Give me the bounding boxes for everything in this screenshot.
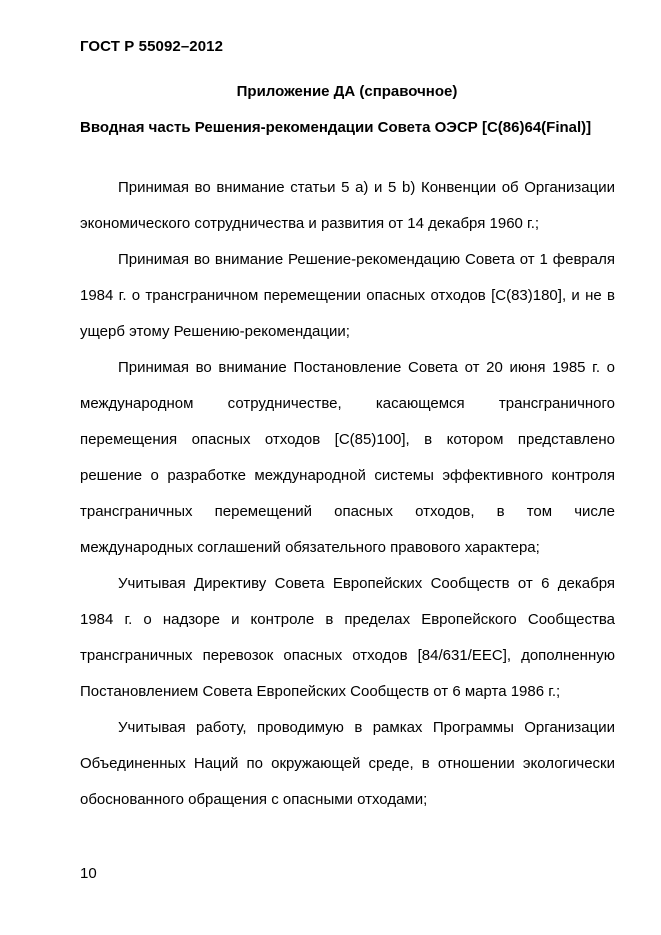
paragraph-3: Принимая во внимание Постановление Совета от 20 июня 1985 г. о международном сотрудничестве, касающемся трансграничного перемещения опасных отходов [C(85)100], в котором представлено решение о разработке международной системы эффективного контроля трансграничных перемещений опасных отходов, в том числе международных соглашений обязательного правового характера; [80, 359, 615, 556]
paragraph-4: Учитывая Директиву Совета Европейских Сообществ от 6 декабря 1984 г. о надзоре и контроле в пределах Европейского Сообщества трансграничных перевозок опасных отходов [84/631/EEC], дополненную Постановлением Совета Европейских Сообществ от 6 марта 1986 г.; [80, 575, 615, 700]
paragraph-2: Принимая во внимание Решение-рекомендацию Совета от 1 февраля 1984 г. о трансграничном перемещении опасных отходов [C(83)180], и не в ущерб этому Решению-рекомендации; [80, 251, 615, 340]
body-text [80, 170, 615, 818]
paragraph-5: Учитывая работу, проводимую в рамках Программы Организации Объединенных Наций по окружающей среде, в отношении экологически обоснованного обращения с опасными отходами; [80, 719, 615, 808]
paragraph-1: Принимая во внимание статьи 5 a) и 5 b) Конвенции об Организации экономического сотрудничества и развития от 14 декабря 1960 г.; [80, 179, 615, 232]
document-header: ГОСТ Р 55092–2012 [80, 38, 224, 55]
section-title: Вводная часть Решения-рекомендации Совета ОЭСР [C(86)64(Final)] [80, 119, 592, 136]
appendix-title: Приложение ДА (справочное) [236, 83, 458, 100]
page-number: 10 [80, 865, 97, 882]
